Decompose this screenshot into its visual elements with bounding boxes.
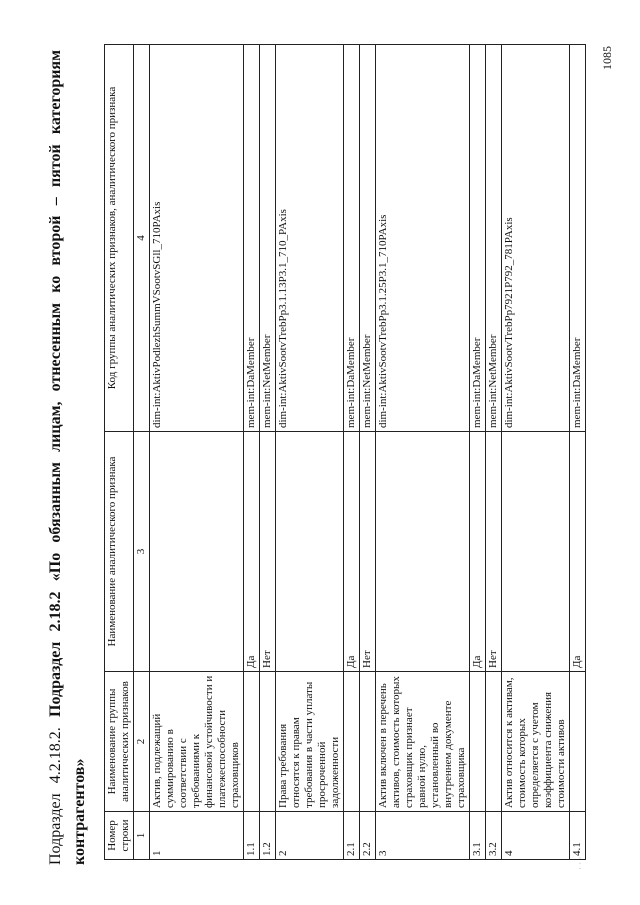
group-name xyxy=(360,672,376,812)
column-number: 4 xyxy=(134,45,150,432)
table-row xyxy=(376,45,470,860)
row-number: 3.2 xyxy=(486,812,502,860)
row-number: 4.1 xyxy=(570,812,586,860)
group-name xyxy=(260,672,276,812)
column-number: 1 xyxy=(134,812,150,860)
attributes-table xyxy=(104,44,586,860)
group-name xyxy=(570,672,586,812)
row-number: 1.1 xyxy=(244,812,260,860)
row-number: 2 xyxy=(276,812,344,860)
attribute-name: Нет xyxy=(260,432,276,672)
attribute-name xyxy=(376,432,470,672)
group-name xyxy=(486,672,502,812)
attribute-name: Да xyxy=(344,432,360,672)
table-row xyxy=(360,45,376,860)
table-row xyxy=(276,45,344,860)
header-attribute-name: Наименование аналитического признака xyxy=(105,432,134,672)
code-value: dim-int:AktivSootvTrebPp7921P792_781PAxis xyxy=(502,45,570,432)
code-value: mem-int:NetMember xyxy=(486,45,502,432)
column-number: 3 xyxy=(134,432,150,672)
attribute-name: Нет xyxy=(486,432,502,672)
code-value: mem-int:DaMember xyxy=(244,45,260,432)
code-value: dim-int:AktivPodlezhSummVSootvSGll_710PAxis xyxy=(150,45,244,432)
heading-title: Подраздел 2.18.2 «По обязанным лицам, отнесенным ко второй – пятой категориям контрагентов» xyxy=(47,50,88,865)
table-row xyxy=(502,45,570,860)
table-row xyxy=(486,45,502,860)
group-name: Права требования относятся к правам требования в части уплаты просроченной задолженности xyxy=(276,672,344,812)
group-name: Актив, подлежащий суммированию в соответствии с требованиями к финансовой устойчивости и платежеспособности страховщиков xyxy=(150,672,244,812)
group-name xyxy=(470,672,486,812)
table-row xyxy=(570,45,586,860)
attribute-name: Да xyxy=(244,432,260,672)
attribute-name xyxy=(150,432,244,672)
attribute-name xyxy=(276,432,344,672)
code-value: mem-int:NetMember xyxy=(260,45,276,432)
section-heading xyxy=(44,50,92,865)
row-number: 3 xyxy=(376,812,470,860)
header-code: Код группы аналитических признаков, аналитического признака xyxy=(105,45,134,432)
code-value: dim-int:AktivSootvTrebPp3.1.13P3.1_710_PAxis xyxy=(276,45,344,432)
column-number: 2 xyxy=(134,672,150,812)
row-number: 2.2 xyxy=(360,812,376,860)
header-group-name: Наименование группы аналитических признаков xyxy=(105,672,134,812)
attribute-name: Да xyxy=(570,432,586,672)
group-name: Актив относится к активам, стоимость которых определяется с учетом коэффициента снижения стоимости активов xyxy=(502,672,570,812)
code-value: mem-int:DaMember xyxy=(470,45,486,432)
column-number-row xyxy=(134,45,150,860)
group-name xyxy=(344,672,360,812)
table-row xyxy=(344,45,360,860)
table-row xyxy=(150,45,244,860)
row-number: 2.1 xyxy=(344,812,360,860)
header-row xyxy=(105,45,134,860)
table-row xyxy=(244,45,260,860)
scan-artifact: · · · xyxy=(575,856,585,870)
attribute-name: Да xyxy=(470,432,486,672)
heading-prefix: Подраздел 4.2.18.2. xyxy=(47,727,64,865)
row-number: 3.1 xyxy=(470,812,486,860)
group-name xyxy=(244,672,260,812)
attribute-name: Нет xyxy=(360,432,376,672)
header-row-number: Номер строки xyxy=(105,812,134,860)
code-value: mem-int:NetMember xyxy=(360,45,376,432)
table-row xyxy=(470,45,486,860)
row-number: 4 xyxy=(502,812,570,860)
group-name: Актив включен в перечень активов, стоимость которых страховщик признает равной нулю, установленный во внутреннем документе страховщика xyxy=(376,672,470,812)
table-row xyxy=(260,45,276,860)
attribute-name xyxy=(502,432,570,672)
page-number: 1085 xyxy=(600,46,614,70)
code-value: dim-int:AktivSootvTrebPp3.1.25P3.1_710PAxis xyxy=(376,45,470,432)
row-number: 1 xyxy=(150,812,244,860)
code-value: mem-int:DaMember xyxy=(570,45,586,432)
code-value: mem-int:DaMember xyxy=(344,45,360,432)
row-number: 1.2 xyxy=(260,812,276,860)
